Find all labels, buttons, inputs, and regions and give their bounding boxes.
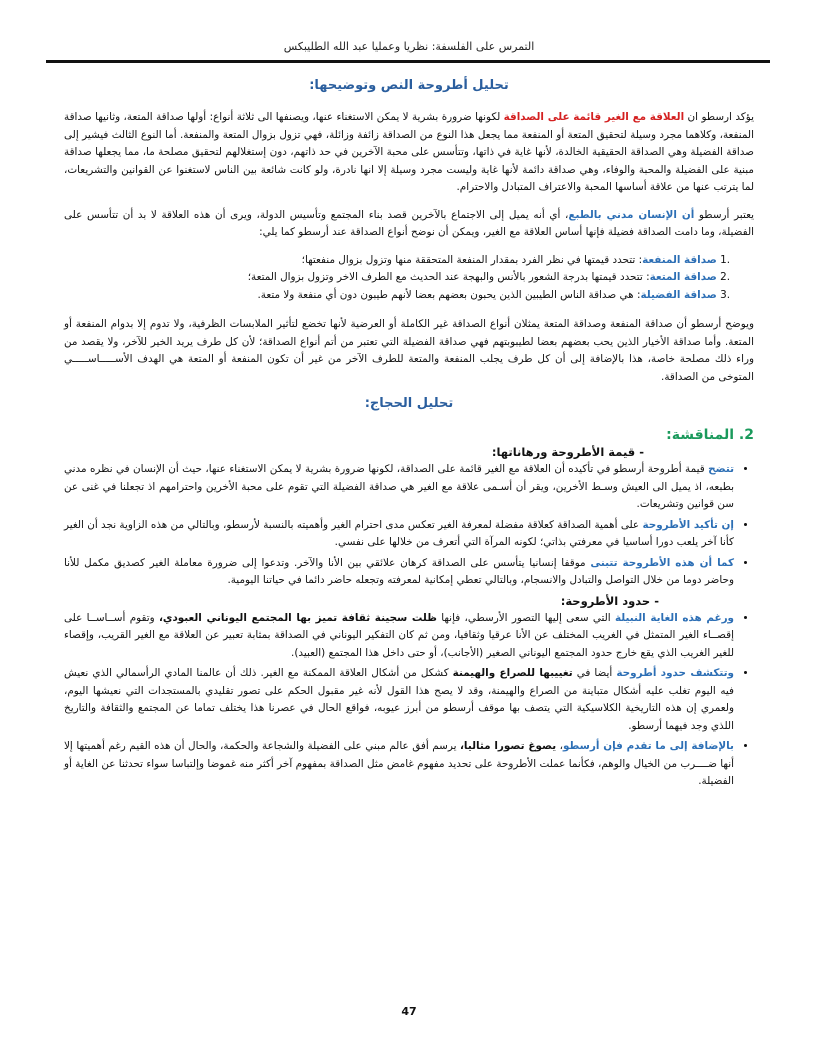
running-header: التمرس على الفلسفة: نظريا وعمليا عبد الله الطليبكس <box>283 40 535 53</box>
subheading-value: - قيمة الأطروحة ورهاناتها: <box>491 445 644 459</box>
bullet-text: أيضا في <box>572 667 617 679</box>
bullet-lead: وتتكشف حدود أطروحة <box>616 667 734 679</box>
bullet-text: يرسم أفق عالم مبني على الفضيلة والشجاعة والحكمة، والحال أن هذه القيم رغم أهميتها إلا أنها ضــــرب من الخيال والوهم، فكأنما عملت الأطروحة على تحديد مفهوم غامض مثل الصداقة بمفهوم آخر أكثر منه غموضا وإلتباسا سواء تحدثنا عن الغاية أو الفضيلة. <box>64 740 734 787</box>
subheading-limits: - حدود الأطروحة: <box>560 593 659 608</box>
list-item <box>64 610 734 663</box>
item-number: .2 <box>720 271 730 283</box>
bullet-text: على أهمية الصداقة كعلاقة مفضلة لمعرفة الغير تعكس مدى احترام الغير وأهميته بالنسبة لأرسطو، وبالتالي من هذه الزاوية نجد أن الغير كأنا آخر يلعب دورا أساسيا في معرفتي بذاتي؛ لكونه المرآة التي أتعرف من خلالها على نفسي. <box>64 518 734 548</box>
section-title-argument: تحليل الحجاج: <box>364 396 454 411</box>
list-item <box>64 287 730 305</box>
item-number: .3 <box>720 288 730 301</box>
highlight-blue: أن الإنسان مدني بالطبع <box>568 208 695 221</box>
list-item <box>64 665 734 735</box>
bullet-lead: إن تأكيد الأطروحة <box>642 518 734 531</box>
paragraph-explanation: ويوضح أرسطو أن صداقة المنفعة وصداقة المتعة يمثلان أنواع الصداقة غير الكاملة أو العرضية لأنها تخضع لتأثير الملابسات الظرفية، ولا تدوم إلا بدوام المنفعة أو المتعة. وأما صداقة الأخيار الذين يحب بعضهم بعضا لطيبوبتهم فهي صداقة الفضيلة التي تعتبر من أتم أنواع الصداقة؛ لأن كل طرف يريد الخير للآخر، ولا يقصد من وراء ذلك مصلحة خاصة، هذا بالإضافة إلى أن كل طرف يجلب المنفعة والمتعة للطرف الآخر من غير أن تكون المنفعة أو المتعة هي الهدف الأســـــاســـــي المتوخى من الصداقة. <box>64 318 754 383</box>
value-bullets <box>64 461 754 590</box>
bullet-text: موقفا إنسانيا يتأسس على الصداقة كرهان علائقي بين الأنا والآخر. وتدعوا إلى ضرورة معاملة الغير كصديق مكمل للأنا وحاضر دوما من خلال التواصل والتبادل والانسجام، وبالتالي تعطي إمكانية لمعرفته وتجعله حاضر دائما في حياتنا اليومية. <box>64 556 734 586</box>
text-run: يعتبر أرسطو <box>694 208 754 221</box>
bullet-text: وتقوم أســاســا على إقصــاء الغير المتمثل في الغريب المختلف عن الأنا عرقيا وثقافيا، ومن ثم كان التفكير اليوناني في الصداقة بمثابة تعبير عن العلاقة مع الغير القريب، وإقصاء للغير الغريب الذي يقع خارج حدود المجتمع اليوناني الصغير (الأجانب)، أو حتى داخل هذا المجتمع (العبيد). <box>64 611 734 659</box>
text-run: يؤكد ارسطو ان <box>684 111 754 123</box>
paragraph-civic <box>64 207 754 242</box>
page <box>64 40 754 1040</box>
bullet-lead: تتضح <box>708 463 734 475</box>
list-item <box>64 269 730 287</box>
item-text: : هي صداقة الناس الطيبين الذين يحبون بعضهم بعضا لأنهم طيبون دون أي منفعة ولا متعة. <box>257 288 641 301</box>
limits-bullets <box>64 610 754 791</box>
list-item: • بالإضافة إلى ما تقدم فإن أرسطو، يصوغ تصورا مثاليا، يرسم أفق عالم مبني على الفضيلة والشجاعة والحكمة، والحال أن هذه القيم رغم أهميتها إلا أنها ضــــرب من الخيال والوهم، فكأنما عملت الأطروحة على تحديد مفهوم غامض مثل الصداقة بمفهوم آخر أكثر منه غموضا وإلتباسا سواء تحدثنا عن الغاية أو الفضيلة. <box>64 738 734 791</box>
bullet-bold: تغييبها للصراع والهيمنة <box>452 667 573 679</box>
list-item <box>64 555 734 590</box>
bullet-lead: كما أن هذه الأطروحة تتبنى <box>590 556 734 569</box>
list-item <box>64 517 734 552</box>
paragraph-thesis <box>64 109 754 197</box>
item-text: : تتحدد قيمتها في نظر الفرد بمقدار المنفعة المتحققة منها وتزول بزوال منفعتها؛ <box>301 253 643 266</box>
list-item <box>64 252 730 270</box>
item-label: صداقة المنفعة <box>642 253 717 266</box>
highlight-red: العلاقة مع الغير قائمة على الصداقة <box>503 111 685 123</box>
bullet-text: قيمة أطروحة أرسطو في تأكيده أن العلاقة مع الغير قائمة على الصداقة، لكونها ضرورة بشرية لا يمكن الاستغناء عنها، حيث أن الإنسان في نظره مدني بطبعه، اذ يميل الى العيش وسـط الأخرين، ويقر أن أسـمى علاقة مع الغير هي صداقة الفضيلة التي تقوم على محبة الأخرين واحترامهم اذ تجعلنا في غنى عن سن قوانين وتشريعات. <box>64 463 734 510</box>
discussion-heading: 2. المناقشة: <box>666 427 754 443</box>
bullet-lead: بالإضافة إلى ما تقدم فإن أرسطو <box>563 740 734 752</box>
text-run: ، أي أنه يميل إلى الاجتماع بالآخرين قصد بناء المجتمع وتأسيس الدولة، ويرى أن هذه العلاقة لا بد أن تتأسس على الفضيلة، وما دامت الصداقة فضيلة فإنها أساس العلاقة مع الغير، ويمكن أن نوضح أنواع الصداقة عند أرسطو كما يلي: <box>64 208 754 238</box>
text-run: لكونها ضرورة بشرية لا يمكن الاستغناء عنها، ويصنفها الى ثلاثة أنواع: أولها صداقة المتعة، وثانيها صداقة المنفعة، وكلاهما مجرد وسيلة لتحقيق المتعة أو المنفعة مما يجعل هذا النوع من الصداقة زائفة وزائلة، فهي تزول بزوال المتعة والمنفعة. أما النوع الثالث فيشير إلى صداقة الفضيلة وهي الصداقة الحقيقية الخالدة، لأنها غاية في ذاتها، وتتأسس على محبة الآخرين في حد ذاتهم، دون إستغلالهم لتحقيق مصلحة ما، مما يجعلها صداقة مبنية على الفضيلة والمحبة والوفاء، وهي صداقة دائمة لأنها غاية وليست مجرد وسيلة إلا انها نادرة، ولو كانت شائعة بين الناس لاستغنوا عن القوانين والتشريعات، لما يترتب عنها من علاقة أساسها المحبة والاعتراف المتبادل والاحترام. <box>64 111 754 193</box>
header-rule <box>46 60 770 63</box>
friendship-types-list <box>64 252 754 305</box>
item-number: .1 <box>720 253 730 266</box>
bullet-text: التي سعى إليها التصور الأرسطي، فإنها <box>436 611 615 624</box>
bullet-text: كشكل من أشكال العلاقة الممكنة مع الغير. ذلك أن عالمنا المادي الرأسمالي الذي نعيش فيه اليوم تغلب عليه أشكال متباينة من الصراع والهيمنة، وقد لا يصح هذا القول لأنه غير مقبول الحكم على تصور تقليدي بالمستجدات التي نعيشها اليوم، ولعمري إن هذه التاريخية الكلاسيكية التي يتصف بها موقف أرسطو من أبرز عيوبه، فواقع الحال في عصرنا هذا يختلف تماما عن المجتمع والثقافة والتاريخ اللذي وجد فيهما أرسطو. <box>64 667 734 732</box>
list-item <box>64 461 734 514</box>
bullet-bold: يصوغ تصورا مثاليا، <box>459 740 557 752</box>
section-title-thesis: تحليل أطروحة النص وتوضيحها: <box>309 78 509 93</box>
page-number: 47 <box>401 1005 417 1018</box>
bullet-lead: ورغم هذه الغاية النبيلة <box>615 611 735 624</box>
item-label: صداقة الفضيلة <box>640 288 717 301</box>
item-text: : تتحدد قيمتها بدرجة الشعور بالأنس والبهجة عند الحديث مع الطرف الاخر وتزول بزوال المتعة؛ <box>247 271 650 283</box>
bullet-bold: ظلت سجينة ثقافة تميز بها المجتمع اليوناني العبودي، <box>158 611 437 624</box>
item-label: صداقة المتعة <box>649 271 717 283</box>
